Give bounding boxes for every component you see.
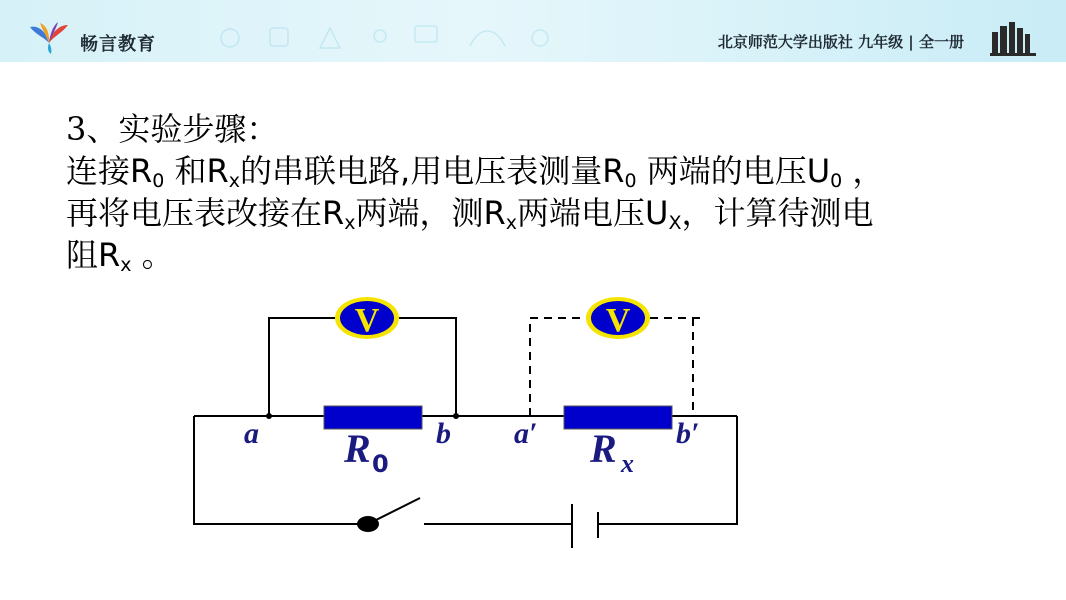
brand-logo-icon	[26, 21, 72, 55]
header-bar	[0, 0, 1066, 62]
resistor-rx	[564, 406, 672, 429]
subscript: x	[505, 212, 517, 234]
label-r0-subscript: 0	[372, 450, 389, 478]
text-segment: 两端的电压U	[636, 152, 831, 190]
text-segment: 再将电压表改接在R	[66, 194, 345, 232]
label-b-prime: b′	[676, 417, 700, 450]
text-segment: 连接R	[66, 152, 153, 190]
publisher-info: 北京师范大学出版社 九年级 | 全一册	[717, 33, 964, 51]
subscript: x	[228, 170, 241, 192]
step-line-2	[66, 192, 1026, 234]
voltmeter-2-symbol: V	[605, 302, 631, 339]
subscript: 0	[830, 170, 843, 192]
text-segment: ，	[842, 152, 885, 190]
label-a-prime: a′	[514, 417, 538, 450]
node-b	[453, 413, 459, 419]
books-icon	[990, 20, 1038, 56]
node-a	[266, 413, 272, 419]
text-segment: 。	[131, 236, 174, 274]
subscript: x	[344, 212, 356, 234]
circuit-wire-left	[194, 416, 368, 524]
label-rx-subscript: x	[621, 449, 634, 478]
text-segment: 两端，测R	[355, 194, 506, 232]
text-segment: 两端电压U	[517, 194, 669, 232]
label-rx: R	[590, 426, 617, 471]
text-segment: 的串联电路,用电压表测量R	[240, 152, 625, 190]
subscript: 0	[152, 170, 165, 192]
circuit-diagram	[180, 290, 760, 560]
label-b: b	[436, 417, 451, 450]
step-line-1	[66, 150, 1026, 192]
voltmeter-2	[586, 297, 650, 339]
label-r0: R	[344, 426, 371, 471]
subscript: 0	[624, 170, 637, 192]
circuit-wire-right	[598, 416, 737, 524]
subscript: x	[120, 254, 132, 276]
voltmeter-1-symbol: V	[354, 302, 380, 339]
step-line-3	[66, 234, 1026, 276]
label-a: a	[244, 417, 259, 450]
header-decoration	[200, 18, 580, 58]
text-segment: ，计算待测电	[681, 194, 874, 232]
battery-icon	[572, 504, 598, 548]
text-segment: 阻R	[66, 236, 121, 274]
subscript: X	[668, 212, 682, 234]
step-title	[66, 108, 1026, 150]
switch-pivot-icon	[357, 516, 379, 532]
resistor-r0	[324, 406, 422, 429]
voltmeter-1	[335, 297, 399, 339]
experiment-steps-text	[66, 108, 1026, 276]
text-segment: 和R	[164, 152, 229, 190]
brand-name: 畅言教育	[80, 34, 156, 55]
step-title-text: 3、实验步骤：	[66, 110, 279, 148]
